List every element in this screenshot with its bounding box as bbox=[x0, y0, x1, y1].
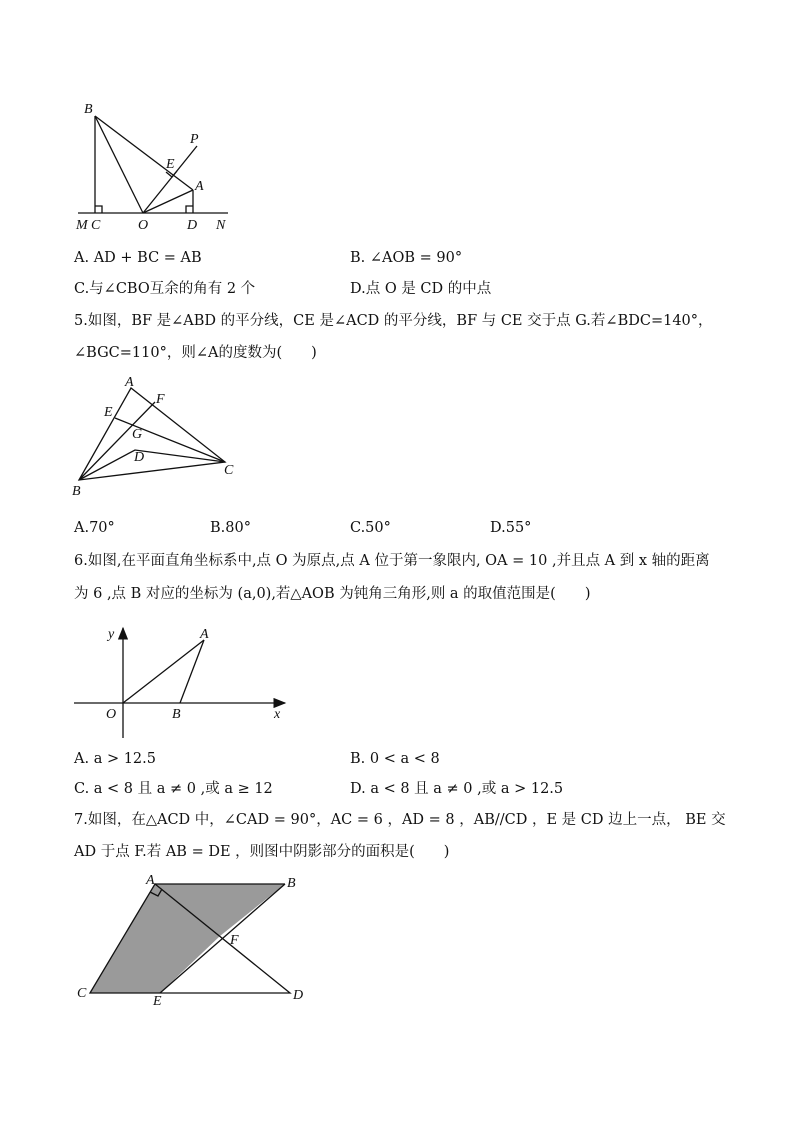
label-A: A bbox=[200, 627, 209, 642]
label-E: E bbox=[153, 994, 162, 1009]
q4-option-b[interactable]: B. ∠AOB = 90° bbox=[350, 250, 463, 266]
label-B: B bbox=[84, 102, 93, 117]
q6-stem-line1: 6.如图,在平面直角坐标系中,点 O 为原点,点 A 位于第一象限内, OA = 10 ,并且点 A 到 x 轴的距离 bbox=[74, 553, 710, 569]
label-B: B bbox=[287, 876, 296, 891]
q6-option-c[interactable]: C. a < 8 且 a ≠ 0 ,或 a ≥ 12 bbox=[74, 781, 273, 797]
label-N: N bbox=[216, 218, 226, 233]
q5-stem-line2: ∠BGC=110°，则∠A的度数为( ) bbox=[74, 345, 317, 361]
q5-option-c[interactable]: C.50° bbox=[350, 520, 391, 536]
label-E: E bbox=[104, 405, 113, 420]
label-A: A bbox=[125, 375, 134, 390]
label-F: F bbox=[230, 933, 239, 948]
q4-option-a[interactable]: A. AD + BC = AB bbox=[74, 250, 202, 266]
label-C: C bbox=[91, 218, 101, 233]
q5-stem-line1: 5.如图，BF 是∠ABD 的平分线，CE 是∠ACD 的平分线，BF 与 CE 交于点 G.若∠BDC=140°， bbox=[74, 313, 713, 329]
label-G: G bbox=[132, 427, 143, 442]
label-F: F bbox=[156, 392, 165, 407]
label-C: C bbox=[77, 986, 87, 1001]
label-y: y bbox=[108, 627, 115, 642]
label-D: D bbox=[187, 218, 198, 233]
q6-option-b[interactable]: B. 0 < a < 8 bbox=[350, 751, 440, 767]
label-x: x bbox=[274, 707, 281, 722]
q6-option-a[interactable]: A. a > 12.5 bbox=[74, 751, 156, 767]
q5-option-a[interactable]: A.70° bbox=[74, 520, 115, 536]
label-A: A bbox=[146, 873, 155, 888]
q7-stem-line1: 7.如图，在△ACD 中，∠CAD = 90°，AC = 6 ，AD = 8 ，AB//CD ，E 是 CD 边上一点， BE 交 bbox=[74, 812, 726, 828]
label-D: D bbox=[293, 988, 304, 1003]
label-A: A bbox=[195, 179, 204, 194]
label-P: P bbox=[190, 132, 199, 147]
label-C: C bbox=[224, 463, 234, 478]
q5-option-d[interactable]: D.55° bbox=[490, 520, 532, 536]
label-E: E bbox=[166, 157, 175, 172]
label-O: O bbox=[138, 218, 149, 233]
label-B: B bbox=[72, 484, 81, 499]
q7-stem-line2: AD 于点 F.若 AB = DE ，则图中阴影部分的面积是( ) bbox=[74, 844, 450, 860]
label-D: D bbox=[134, 450, 145, 465]
label-B: B bbox=[172, 707, 181, 722]
q4-option-c[interactable]: C.与∠CBO互余的角有 2 个 bbox=[74, 281, 256, 297]
q4-option-d[interactable]: D.点 O 是 CD 的中点 bbox=[350, 281, 492, 297]
q6-option-d[interactable]: D. a < 8 且 a ≠ 0 ,或 a > 12.5 bbox=[350, 781, 564, 797]
label-M: M bbox=[76, 218, 88, 233]
label-O: O bbox=[106, 707, 117, 722]
q5-option-b[interactable]: B.80° bbox=[210, 520, 251, 536]
q6-stem-line2: 为 6 ,点 B 对应的坐标为 (a,0),若△AOB 为钝角三角形,则 a 的取值范围是( ) bbox=[74, 586, 591, 602]
